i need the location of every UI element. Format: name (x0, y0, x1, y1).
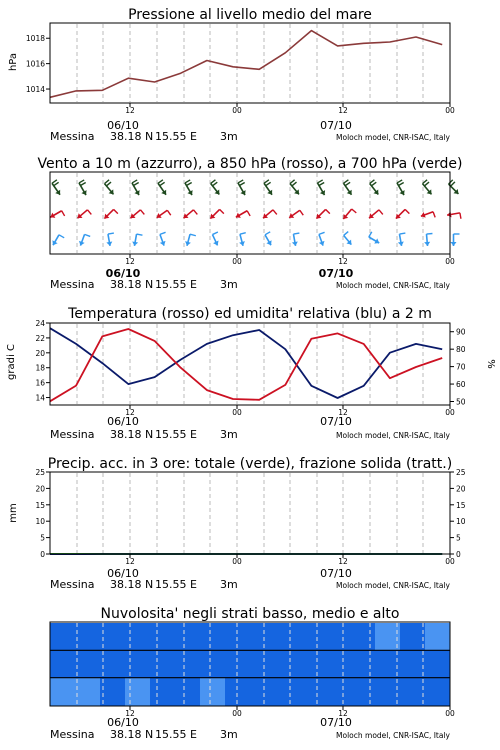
barb-feather (433, 212, 435, 218)
cloud-cell (300, 623, 326, 651)
barb-feather (213, 182, 218, 186)
cloud-xticks (107, 706, 455, 729)
x-tick-label: 12 (338, 557, 348, 566)
barb-head (447, 211, 451, 217)
location-city: Messina (50, 278, 95, 291)
barb-feather (343, 180, 348, 183)
barb-feather (158, 180, 163, 183)
humidity-line (50, 328, 442, 398)
cloud-cell (50, 623, 76, 651)
precip-yticks (35, 468, 50, 559)
wind-barb (160, 232, 166, 245)
wind-barb (398, 233, 405, 246)
location-lon: 15.55 E (155, 428, 197, 441)
precip-panel (8, 456, 466, 591)
barb-feather (318, 180, 323, 183)
pressure-frame (50, 23, 450, 103)
y-tick-label: 24 (35, 319, 45, 328)
barb-feather (372, 182, 377, 186)
cloud-cell (350, 623, 376, 651)
wind-barb (451, 234, 460, 246)
barb-feather (137, 234, 143, 235)
temp-rh-plot (50, 328, 442, 401)
cloud-cell (200, 678, 226, 706)
barb-feather (134, 183, 139, 186)
rh-ylabel: % (485, 359, 496, 369)
barb-feather (379, 210, 383, 215)
wind-footer (50, 278, 451, 291)
y-tick-label: 10 (35, 517, 45, 527)
x-tick-label: 00 (445, 106, 455, 115)
cloud-cell (150, 678, 176, 706)
wind-panel (37, 156, 462, 291)
x-tick-label: 12 (125, 257, 135, 266)
wind-barb (369, 232, 379, 244)
x-date-label: 06/10 (105, 267, 141, 280)
barb-feather (106, 182, 111, 186)
x-tick-label: 00 (445, 709, 455, 718)
wind-barb (79, 234, 90, 245)
pressure-line (50, 31, 442, 98)
y-tick-label: 22 (35, 333, 45, 343)
barb-feather (140, 210, 144, 215)
barb-feather (345, 182, 350, 185)
y-tick-label: 1014 (25, 85, 45, 95)
y2-tick-label: 20 (456, 484, 466, 494)
cloud-cell (200, 650, 226, 678)
y2-tick-label: 25 (456, 468, 466, 477)
barb-feather (187, 183, 192, 186)
cloud-cell (350, 678, 376, 706)
barb-feather (59, 235, 64, 238)
barb-feather (193, 210, 197, 215)
barb-head (292, 241, 298, 245)
y2-tick-label: 0 (456, 550, 461, 559)
cloud-cell (175, 650, 201, 678)
y2-tick-label: 80 (456, 345, 466, 355)
barb-feather (300, 210, 303, 215)
x-tick-label: 00 (445, 257, 455, 266)
precip-xticks (107, 554, 455, 580)
wind-barb (370, 180, 379, 195)
wind-barbs (50, 180, 461, 246)
cloud-cell (225, 623, 251, 651)
cloud-cell (75, 623, 101, 651)
wind-barb (79, 180, 87, 195)
wind-barb (318, 180, 326, 195)
temperature-line (50, 329, 442, 401)
cloud-cell (200, 623, 226, 651)
temp-yticks (35, 319, 50, 403)
barb-feather (54, 182, 59, 185)
pressure-title: Pressione al livello medio del mare (128, 7, 372, 23)
wind-barb (184, 210, 198, 218)
barb-feather (319, 232, 325, 234)
cloud-cell (425, 678, 451, 706)
y-tick-label: 0 (40, 550, 45, 559)
cloud-title: Nuvolosita' negli strati basso, medio e alto (100, 606, 400, 622)
x-date-label: 06/10 (107, 567, 139, 580)
wind-barb (50, 211, 64, 218)
temp-rh-panel (6, 306, 496, 441)
precip-footer (50, 578, 451, 591)
barb-feather (211, 180, 216, 184)
wind-barb (131, 210, 145, 218)
barb-feather (132, 180, 137, 183)
location-lon: 15.55 E (155, 578, 197, 591)
cloud-heatmap (50, 623, 451, 706)
barb-feather (62, 211, 65, 216)
wind-barb (264, 180, 272, 195)
precip-yticks-right (450, 468, 466, 559)
y2-tick-label: 10 (456, 517, 466, 527)
barb-feather (397, 180, 402, 183)
cloud-panel (50, 606, 455, 741)
temp-ylabel: gradi C (6, 344, 17, 380)
cloud-cell (250, 623, 276, 651)
pressure-grid (77, 24, 423, 102)
cloud-cell (325, 623, 351, 651)
barb-feather (105, 180, 110, 184)
barb-feather (212, 232, 217, 235)
cloud-cell (225, 650, 251, 678)
barb-feather (344, 232, 349, 236)
cloud-cell (300, 678, 326, 706)
wind-barb (132, 180, 140, 195)
x-tick-label: 00 (445, 408, 455, 417)
y-tick-label: 20 (35, 348, 45, 358)
cloud-cell (125, 650, 151, 678)
model-credit: Moloch model, CNR-ISAC, Italy (336, 731, 450, 740)
wind-barb (78, 210, 92, 218)
model-credit: Moloch model, CNR-ISAC, Italy (336, 581, 450, 590)
y2-tick-label: 50 (456, 397, 466, 407)
barb-feather (292, 182, 297, 186)
wind-barb (292, 233, 299, 246)
location-lat: 38.18 N (110, 278, 154, 291)
wind-barb (396, 209, 409, 218)
barb-feather (266, 182, 271, 185)
pressure-plot (50, 31, 442, 98)
pressure-xticks (107, 103, 455, 132)
location-alt: 3m (220, 130, 238, 143)
model-credit: Moloch model, CNR-ISAC, Italy (336, 133, 450, 142)
wind-barb (265, 232, 272, 245)
barb-feather (220, 209, 224, 213)
cloud-cell (325, 650, 351, 678)
model-credit: Moloch model, CNR-ISAC, Italy (336, 431, 450, 440)
cloud-cell (400, 678, 426, 706)
barb-feather (114, 209, 118, 213)
wind-barb (106, 233, 113, 246)
cloud-cell (400, 650, 426, 678)
pressure-panel (8, 7, 455, 143)
temp-rh-xticks (107, 405, 455, 428)
y2-tick-label: 60 (456, 380, 466, 390)
wind-barb (343, 209, 356, 219)
wind-barb (212, 232, 218, 245)
x-tick-label: 00 (232, 557, 242, 566)
wind-barb (211, 180, 220, 195)
cloud-cell (175, 678, 201, 706)
temp-rh-footer (50, 428, 451, 441)
wind-barb (290, 180, 299, 195)
wind-barb (236, 211, 250, 218)
cloud-cell (275, 678, 301, 706)
wind-barb (447, 211, 461, 218)
wind-barb (238, 180, 246, 195)
temp-rh-frame (50, 323, 450, 405)
temp-rh-title: Temperatura (rosso) ed umidita' relativa (blu) a 2 m (68, 306, 432, 322)
wind-barb (52, 235, 64, 245)
cloud-cell (300, 650, 326, 678)
barb-feather (265, 232, 270, 235)
wind-barb (316, 209, 329, 218)
pressure-footer (50, 130, 451, 143)
cloud-cell (75, 678, 101, 706)
barb-feather (352, 209, 357, 213)
cloud-cell (175, 623, 201, 651)
wind-barb (105, 180, 114, 195)
cloud-footer (50, 728, 451, 741)
location-city: Messina (50, 428, 95, 441)
barb-feather (247, 211, 250, 216)
barb-feather (85, 234, 91, 236)
barb-feather (449, 180, 453, 184)
wind-barb (210, 209, 223, 218)
y-tick-label: 1016 (25, 59, 45, 69)
barb-feather (240, 233, 246, 235)
wind-barb (157, 210, 171, 218)
barb-head (424, 242, 430, 246)
x-tick-label: 12 (338, 709, 348, 718)
barb-feather (405, 209, 409, 213)
x-tick-label: 12 (125, 709, 135, 718)
x-tick-label: 00 (232, 257, 242, 266)
x-date-label: 07/10 (320, 567, 352, 580)
barb-feather (451, 182, 455, 186)
x-tick-label: 00 (232, 106, 242, 115)
barb-feather (426, 233, 432, 234)
location-lat: 38.18 N (110, 728, 154, 741)
cloud-cell (250, 678, 276, 706)
barb-feather (160, 182, 165, 185)
barb-feather (293, 233, 299, 234)
location-lat: 38.18 N (110, 130, 154, 143)
precip-grid (77, 473, 423, 553)
barb-feather (319, 183, 324, 186)
cloud-cell (350, 650, 376, 678)
wind-barb (263, 210, 277, 218)
x-tick-label: 00 (232, 709, 242, 718)
y2-tick-label: 70 (456, 362, 466, 372)
barb-feather (108, 233, 114, 234)
wind-barb (344, 232, 352, 245)
y-tick-label: 14 (35, 393, 45, 403)
location-city: Messina (50, 578, 95, 591)
cloud-cell (275, 650, 301, 678)
y-tick-label: 15 (35, 500, 45, 510)
wind-barb (424, 233, 432, 245)
precip-title: Precip. acc. in 3 ore: totale (verde), frazione solida (tratt.) (47, 456, 453, 472)
x-date-label: 06/10 (107, 119, 139, 132)
wind-barb (132, 234, 142, 246)
barb-feather (399, 233, 405, 234)
pressure-ylabel: hPa (8, 52, 19, 72)
cloud-cell (425, 623, 451, 651)
barb-feather (167, 210, 170, 215)
location-city: Messina (50, 728, 95, 741)
location-lon: 15.55 E (155, 278, 197, 291)
x-tick-label: 12 (338, 257, 348, 266)
location-alt: 3m (220, 278, 238, 291)
location-lat: 38.18 N (110, 578, 154, 591)
y-tick-label: 5 (40, 533, 45, 543)
precip-ylabel: mm (8, 503, 19, 523)
barb-feather (326, 209, 330, 213)
wind-barb (421, 212, 435, 218)
cloud-cell (400, 623, 426, 651)
y-tick-label: 18 (35, 363, 45, 373)
wind-barb (289, 210, 303, 218)
barb-feather (290, 180, 295, 184)
cloud-cell (100, 623, 126, 651)
barb-head (398, 241, 404, 245)
cloud-cell (225, 678, 251, 706)
cloud-cell (325, 678, 351, 706)
rh-yticks (450, 328, 466, 407)
model-credit: Moloch model, CNR-ISAC, Italy (336, 281, 450, 290)
location-city: Messina (50, 130, 95, 143)
cloud-cell (150, 650, 176, 678)
barb-feather (52, 180, 57, 183)
wind-barb (158, 180, 166, 195)
wind-barb (185, 234, 196, 246)
location-lon: 15.55 E (155, 728, 197, 741)
wind-barb (185, 180, 193, 195)
location-alt: 3m (220, 728, 238, 741)
precip-frame (50, 472, 450, 554)
cloud-cell (250, 650, 276, 678)
cloud-cell (125, 623, 151, 651)
cloud-cell (100, 650, 126, 678)
wind-barb (397, 180, 405, 195)
pressure-yticks (26, 34, 50, 94)
cloud-cell (150, 623, 176, 651)
cloud-cell (50, 650, 76, 678)
x-tick-label: 12 (338, 106, 348, 115)
barb-feather (424, 182, 429, 186)
wind-barb (239, 233, 246, 246)
cloud-cell (50, 678, 76, 706)
y2-tick-label: 90 (456, 327, 466, 337)
barb-head (451, 242, 457, 246)
temp-rh-grid (77, 324, 423, 404)
wind-title: Vento a 10 m (azzurro), a 850 hPa (rosso), a 700 hPa (verde) (37, 156, 463, 172)
barb-head (106, 241, 112, 245)
wind-xticks (106, 254, 455, 280)
barb-feather (240, 183, 245, 186)
barb-feather (460, 213, 461, 219)
x-tick-label: 12 (125, 557, 135, 566)
wind-barb (319, 232, 325, 245)
wind-barb (369, 210, 383, 218)
barb-feather (238, 180, 243, 183)
x-tick-label: 00 (232, 408, 242, 417)
location-lon: 15.55 E (155, 130, 197, 143)
barb-feather (264, 180, 269, 183)
wind-barb (104, 209, 117, 218)
barb-feather (273, 210, 277, 215)
wind-barb (343, 180, 351, 195)
cloud-cell (75, 650, 101, 678)
x-tick-label: 12 (125, 408, 135, 417)
y-tick-label: 20 (35, 484, 45, 494)
barb-feather (79, 180, 84, 183)
wind-barb (423, 180, 432, 195)
location-alt: 3m (220, 578, 238, 591)
y2-tick-label: 5 (456, 533, 461, 543)
location-alt: 3m (220, 428, 238, 441)
barb-feather (185, 180, 190, 183)
x-tick-label: 12 (338, 408, 348, 417)
wind-barb (52, 180, 60, 195)
cloud-cell (100, 678, 126, 706)
x-date-label: 07/10 (320, 119, 352, 132)
barb-head (132, 241, 138, 245)
barb-feather (190, 234, 196, 236)
x-tick-label: 00 (445, 557, 455, 566)
barb-feather (399, 183, 404, 186)
x-date-label: 07/10 (318, 267, 354, 280)
location-lat: 38.18 N (110, 428, 154, 441)
y-tick-label: 16 (35, 378, 45, 388)
x-tick-label: 12 (125, 106, 135, 115)
cloud-cell (425, 650, 451, 678)
barb-feather (81, 183, 86, 186)
cloud-cell (125, 678, 151, 706)
x-date-label: 07/10 (320, 716, 352, 729)
y-tick-label: 25 (35, 468, 45, 477)
x-date-label: 07/10 (320, 415, 352, 428)
x-date-label: 06/10 (107, 415, 139, 428)
barb-feather (160, 232, 166, 234)
barb-feather (87, 210, 91, 215)
y-tick-label: 1018 (25, 34, 45, 44)
cloud-cell (275, 623, 301, 651)
x-date-label: 06/10 (107, 716, 139, 729)
y2-tick-label: 15 (456, 500, 466, 510)
